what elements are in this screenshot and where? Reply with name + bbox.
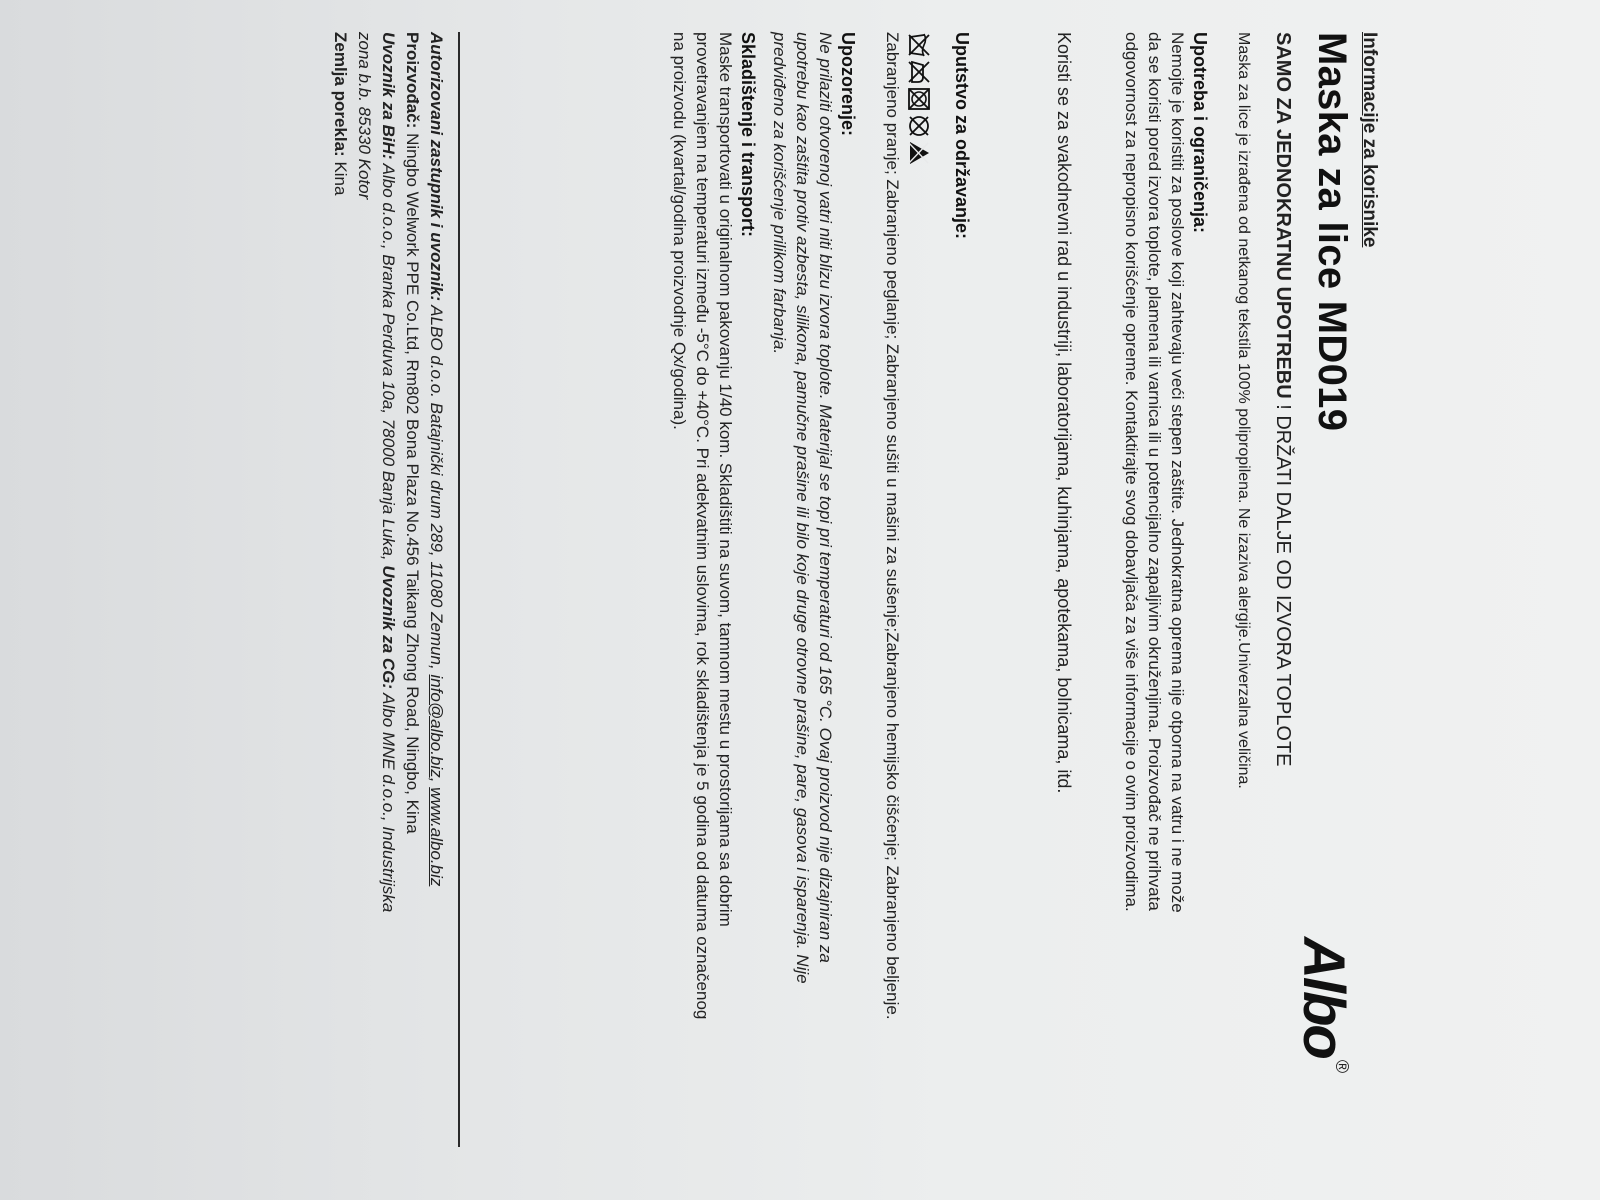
storage-line: provetravanjem na temperaturi između -5°C do +40°C. Pri adekvatnim uslovima, rok skladištenja je 5 godina od datuma označenog bbox=[693, 32, 712, 1020]
email-link[interactable]: info@albo.biz bbox=[427, 674, 446, 778]
storage-section bbox=[668, 32, 758, 1192]
product-title: Maska za lice MD019 bbox=[1310, 32, 1354, 432]
importer-cg-address: zona b.b. 85330 Kotor bbox=[355, 32, 374, 200]
storage-title: Skladištenje i transport: bbox=[738, 32, 758, 238]
warning-line: Ne prilaziti otvorenoj vatri niti blizu izvora toplote. Materijal se topi pri temperaturi od 165 °C. Ovaj proizvod nije dizajniran za bbox=[816, 32, 835, 963]
footer-info bbox=[328, 32, 448, 1192]
single-use-label: SAMO ZA JEDNOKRATNU UPOTREBU bbox=[1272, 32, 1294, 399]
use-line: Nemojte je koristiti za poslove koji zahtevaju veći stepen zaštite. Jednokratna oprema nije otporna na vatru i ne može bbox=[1168, 32, 1187, 913]
authorized-representative: Autorizovani zastupnik i uvoznik: ALBO d.o.o. Batajnički drum 289, 11080 Zemun, info@albo.biz, www.albo.biz bbox=[427, 32, 446, 887]
use-line: da se koristi pored izvora toplote, plamena ili varnica ili u potencijalno zapaljivim okruženjima. Proizvođač ne prihvata bbox=[1145, 32, 1164, 911]
care-title: Uputstvo za održavanje: bbox=[952, 32, 972, 240]
storage-line: Maske transportovati u originalnom pakovanju 1/40 kom. Skladištiti na suvom, tamnom mestu u prostorijama sa dobrim bbox=[716, 32, 735, 927]
care-instructions-text: Zabranjeno pranje; Zabranjeno peglanje; Zabranjeno sušiti u mašini za sušenje;Zabranjeno hemijsko čišćenje; Zabranjeno beljenje. bbox=[883, 32, 902, 1020]
warning-line: predviđeno za korišćenje prilikom farbanja. bbox=[770, 32, 789, 355]
use-title: Upotreba i ograničenja: bbox=[1190, 32, 1210, 234]
brand-logo bbox=[1291, 937, 1356, 1074]
brand-logo-mark: Albo bbox=[1291, 937, 1356, 1058]
warning-line: upotrebu kao zaštita protiv azbesta, silikona, pamučne prašine ili bilo koje druge otrovne prašine, pare, gasova i isparenja. Nije bbox=[793, 32, 812, 984]
website-link[interactable]: www.albo.biz bbox=[427, 787, 446, 887]
manufacturer: Proizvođač: Ningbo Welwork PPE Co.Ltd, Rm802 Bona Plaza No.456 Taikang Zhong Road, Ningbo, Kina bbox=[403, 32, 422, 834]
product-subtitle bbox=[1271, 32, 1294, 767]
registered-mark: ® bbox=[1332, 1059, 1352, 1074]
material-description: Maska za lice je izrađena od netkanog tekstila 100% polipropilena. Ne izaziva alergije.Univerzalna veličina. bbox=[1235, 32, 1252, 789]
use-line: odgovornost za nepropisno korišćenje opreme. Kontaktirajte svog dobavljača za više informacije o ovim proizvodima. bbox=[1122, 32, 1141, 912]
no-wash-icon bbox=[906, 32, 932, 58]
no-bleach-icon bbox=[906, 140, 932, 166]
warning-section bbox=[768, 32, 858, 1192]
importer-bih: Uvoznik za BiH: Albo d.o.o., Branka Perduva 10a, 78000 Banja Luka, Uvoznik za CG: Albo MNE d.o.o., Industrijska bbox=[379, 32, 398, 913]
warning-title: Upozorenje: bbox=[838, 32, 858, 137]
heat-warning-label: ! DRŽATI DALJE OD IZVORA TOPLOTE bbox=[1272, 398, 1294, 767]
use-section bbox=[1120, 32, 1210, 1192]
no-dry-clean-icon bbox=[906, 113, 932, 139]
leaflet-page bbox=[0, 32, 1380, 1192]
footer-divider bbox=[458, 32, 460, 1147]
no-tumble-dry-icon bbox=[906, 86, 932, 112]
no-iron-icon bbox=[906, 59, 932, 85]
storage-line: na proizvodu (kvartal/godina proizvodnje Qx/godina). bbox=[670, 32, 689, 430]
user-info-heading: Informacije za korisnike bbox=[1359, 32, 1380, 248]
care-symbols bbox=[906, 32, 932, 166]
care-section bbox=[951, 32, 972, 1192]
everyday-use-text: Koristi se za svakodnevni rad u industriji, laboratorijama, kuhinjama, apotekama, bolnicama, itd. bbox=[1054, 32, 1074, 794]
country-of-origin: Zemlja porekla: Kina bbox=[331, 32, 350, 196]
